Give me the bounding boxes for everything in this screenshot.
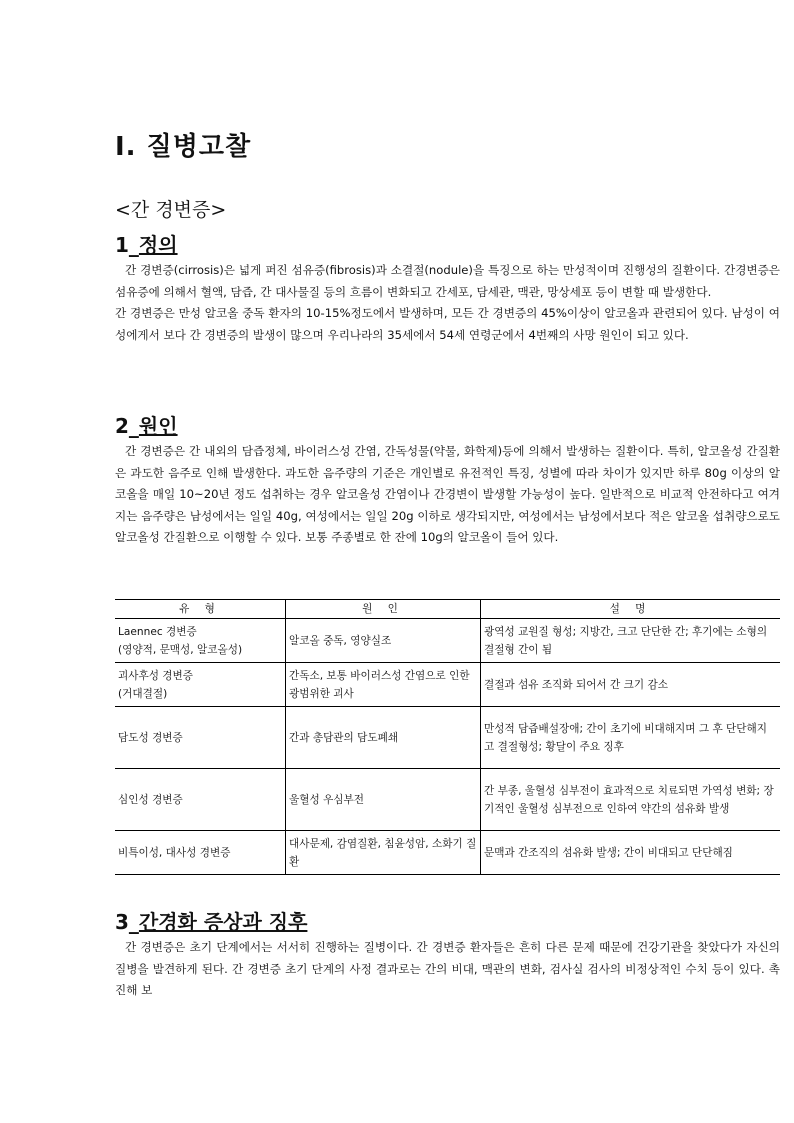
cell-text: (영양적, 문맥성, 알코올성): [118, 643, 243, 656]
cirrhosis-types-table: [115, 599, 780, 875]
cell-text: 간과 총담관의 담도폐쇄: [289, 731, 399, 744]
table-row: [115, 707, 780, 769]
table-row: [115, 769, 780, 831]
cell-text: 심인성 경변증: [118, 793, 183, 806]
cell-cause: [286, 707, 481, 769]
symptoms-body: [115, 937, 780, 1002]
cause-body: [115, 441, 780, 549]
section-title: 간경화 증상과 징후: [138, 910, 308, 934]
column-header-cause: 원 인: [286, 600, 481, 619]
cell-description: [481, 769, 781, 831]
section-title: 원인: [138, 414, 178, 438]
cell-description: [481, 663, 781, 707]
cell-text: 비특이성, 대사성 경변증: [118, 846, 231, 859]
section-title: 정의: [138, 233, 178, 257]
cell-cause: [286, 619, 481, 663]
table-header-row: [115, 600, 780, 619]
table-row: [115, 831, 780, 875]
paragraph: 간 경변증은 초기 단계에서는 서서히 진행하는 질병이다. 간 경변증 환자들은 흔히 다른 문제 때문에 건강기관을 찾았다가 자신의 질병을 발견하게 된다. 간 경변증 초기 단계의 사정 결과로는 간의 비대, 맥관의 변화, 검사실 검사의 비정상적인 수치 등이 있다. 촉진해 보: [115, 940, 780, 998]
cell-text: 간 부종, 울혈성 심부전이 효과적으로 치료되면 가역성 변화; 장기적인 울혈성 심부전으로 인하여 약간의 섬유화 발생: [484, 784, 774, 815]
chapter-title: Ⅰ. 질병고찰: [115, 132, 252, 162]
paragraph: 간 경변증은 만성 알코올 중독 환자의 10-15%정도에서 발생하며, 모든 간 경변증의 45%이상이 알코올과 관련되어 있다. 남성이 여성에게서 보다 간 경변증의 발생이 많으며 우리나라의 35세에서 54세 연령군에서 4번째의 사망 원인이 되고 있다.: [115, 306, 780, 342]
cell-cause: [286, 663, 481, 707]
cell-type: [115, 769, 286, 831]
column-header-description: 설 명: [481, 600, 781, 619]
cell-cause: [286, 769, 481, 831]
paragraph: 간 경변증은 간 내외의 담즙정체, 바이러스성 간염, 간독성물(약물, 화학제)등에 의해서 발생하는 질환이다. 특히, 알코올성 간질환은 과도한 음주로 인해 발생한다. 과도한 음주량의 기준은 개인별로 유전적인 특징, 성별에 따라 차이가 있지만 하루 80g 이상의 알코올을 매일 10~20년 정도 섭취하는 경우 알코올성 간염이나 간경변이 발생할 가능성이 높다. 일반적으로 비교적 안전하다고 여겨지는 음주량은 남성에서는 일일 40g, 여성에서는 일일 20g 이하로 생각되지만, 여성에서는 남성에서보다 적은 알코올 섭취량으로도 알코올성 간질환으로 이행할 수 있다. 보통 주종별로 한 잔에 10g의 알코올이 들어 있다.: [115, 444, 780, 545]
cell-text: 알코올 중독, 영양실조: [289, 634, 392, 647]
topic-title: <간 경변증>: [115, 199, 227, 221]
cell-text: 담도성 경변증: [118, 731, 183, 744]
cell-text: 만성적 담즙배설장애; 간이 초기에 비대해지며 그 후 단단해지고 결절형성; 황달이 주요 징후: [484, 722, 767, 753]
cell-text: 광역성 교원질 형성; 지방간, 크고 단단한 간; 후기에는 소형의 결절형 간이 됨: [484, 625, 768, 656]
cell-text: 간독소, 보통 바이러스성 간염으로 인한 광범위한 괴사: [289, 669, 470, 700]
cell-type: [115, 707, 286, 769]
paragraph: 간 경변증(cirrosis)은 넓게 퍼진 섬유증(fibrosis)과 소결절(nodule)을 특징으로 하는 만성적이며 진행성의 질환이다. 간경변증은 섬유증에 의해서 혈액, 담즙, 간 대사물질 등의 흐름이 변화되고 간세포, 담세관, 맥관, 망상세포 등이 변할 때 발생한다.: [115, 263, 780, 299]
definition-body: [115, 260, 780, 346]
cell-cause: [286, 831, 481, 875]
cell-description: [481, 619, 781, 663]
cell-text: 대사문제, 감염질환, 침윤성암, 소화기 질환: [289, 837, 477, 868]
cell-text: 울혈성 우심부전: [289, 793, 365, 806]
section-number: 3_: [115, 910, 139, 934]
cell-text: 괴사후성 경변증: [118, 669, 194, 682]
cell-type: [115, 663, 286, 707]
cell-text: Laennec 경변증: [118, 625, 197, 638]
section-heading-symptoms: [115, 906, 307, 935]
cell-type: [115, 619, 286, 663]
cell-description: [481, 831, 781, 875]
section-number: 2_: [115, 414, 139, 438]
column-header-type: 유 형: [115, 600, 286, 619]
cell-text: 문맥과 간조직의 섬유화 발생; 간이 비대되고 단단해짐: [484, 846, 733, 859]
section-heading-cause: [115, 410, 178, 439]
table-row: [115, 619, 780, 663]
cell-description: [481, 707, 781, 769]
cell-type: [115, 831, 286, 875]
section-number: 1_: [115, 233, 139, 257]
cell-text: 결절과 섬유 조직화 되어서 간 크기 감소: [484, 678, 668, 691]
cell-text: (거대결절): [118, 687, 168, 700]
section-heading-definition: [115, 229, 178, 258]
table-row: [115, 663, 780, 707]
